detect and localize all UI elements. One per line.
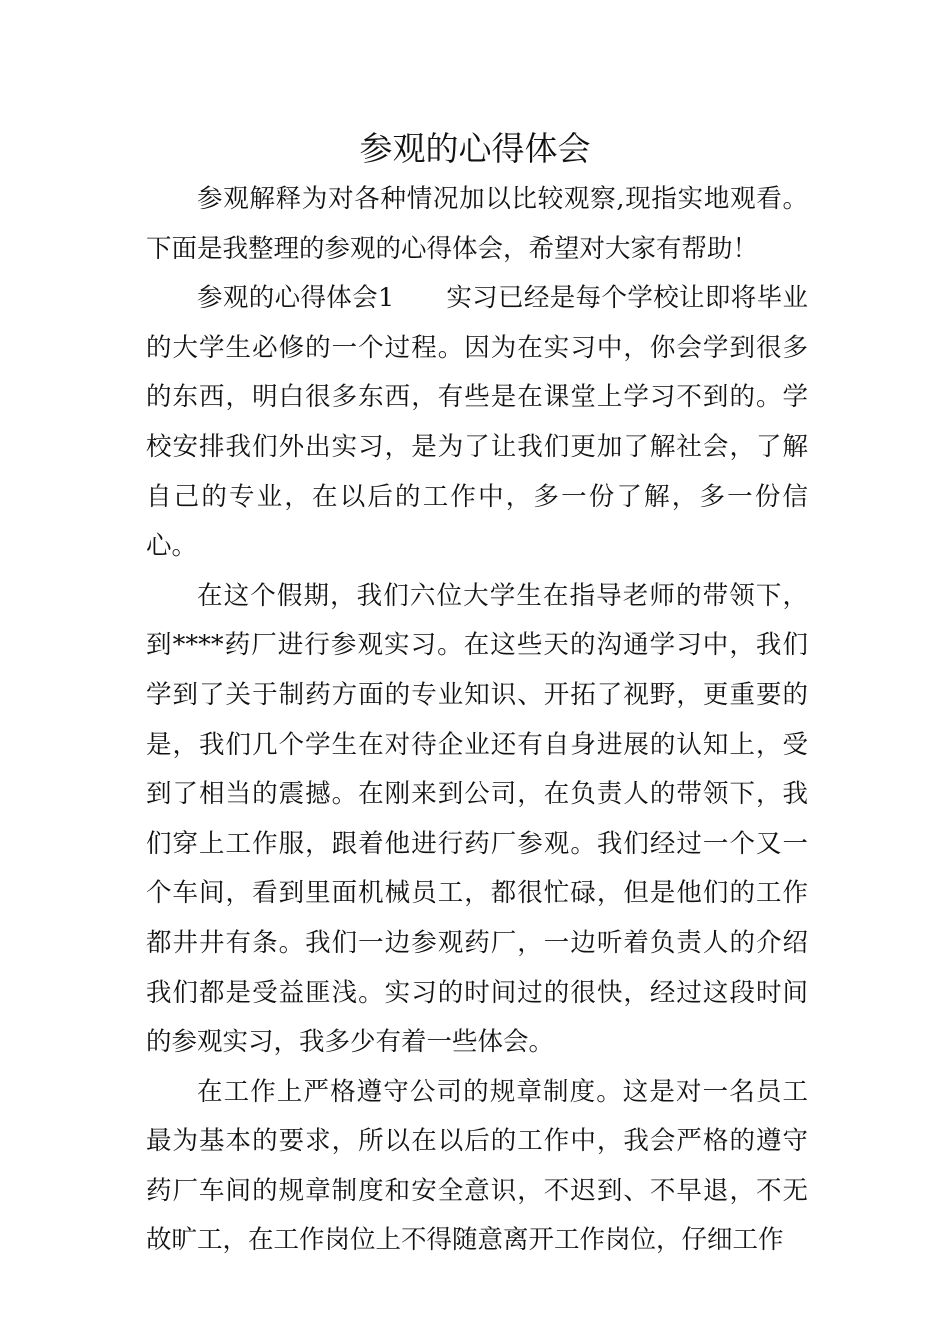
paragraph-1: 参观的心得体会1 实习已经是每个学校让即将毕业的大学生必修的一个过程。因为在实习中，你会学到很多的东西，明白很多东西，有些是在课堂上学习不到的。学校安排我们外出实习，是为了让我们更加了解社会，了解自己的专业，在以后的工作中，多一份了解，多一份信心。 — [146, 283, 808, 562]
paragraph-2: 在这个假期，我们六位大学生在指导老师的带领下，到****药厂进行参观实习。在这些天的沟通学习中，我们学到了关于制药方面的专业知识、开拓了视野，更重要的是，我们几个学生在对待企业还有自身进展的认知上，受到了相当的震撼。在刚来到公司，在负责人的带领下，我们穿上工作服，跟着他进行药厂参观。我们经过一个又一个车间，看到里面机械员工，都很忙碌，但是他们的工作都井井有条。我们一边参观药厂，一边听着负责人的介绍我们都是受益匪浅。实习的时间过的很快，经过这段时间的参观实习，我多少有着一些体会。 — [146, 580, 808, 1058]
paragraph-3: 在工作上严格遵守公司的规章制度。这是对一名员工最为基本的要求，所以在以后的工作中，我会严格的遵守药厂车间的规章制度和安全意识，不迟到、不早退，不无故旷工，在工作岗位上不得随意离开工作岗位，仔细工作 — [146, 1076, 808, 1256]
document-body — [146, 175, 808, 1266]
document-title: 参观的心得体会 — [359, 129, 591, 168]
paragraph-intro: 参观解释为对各种情况加以比较观察,现指实地观看。下面是我整理的参观的心得体会，希望对大家有帮助！ — [146, 184, 808, 264]
